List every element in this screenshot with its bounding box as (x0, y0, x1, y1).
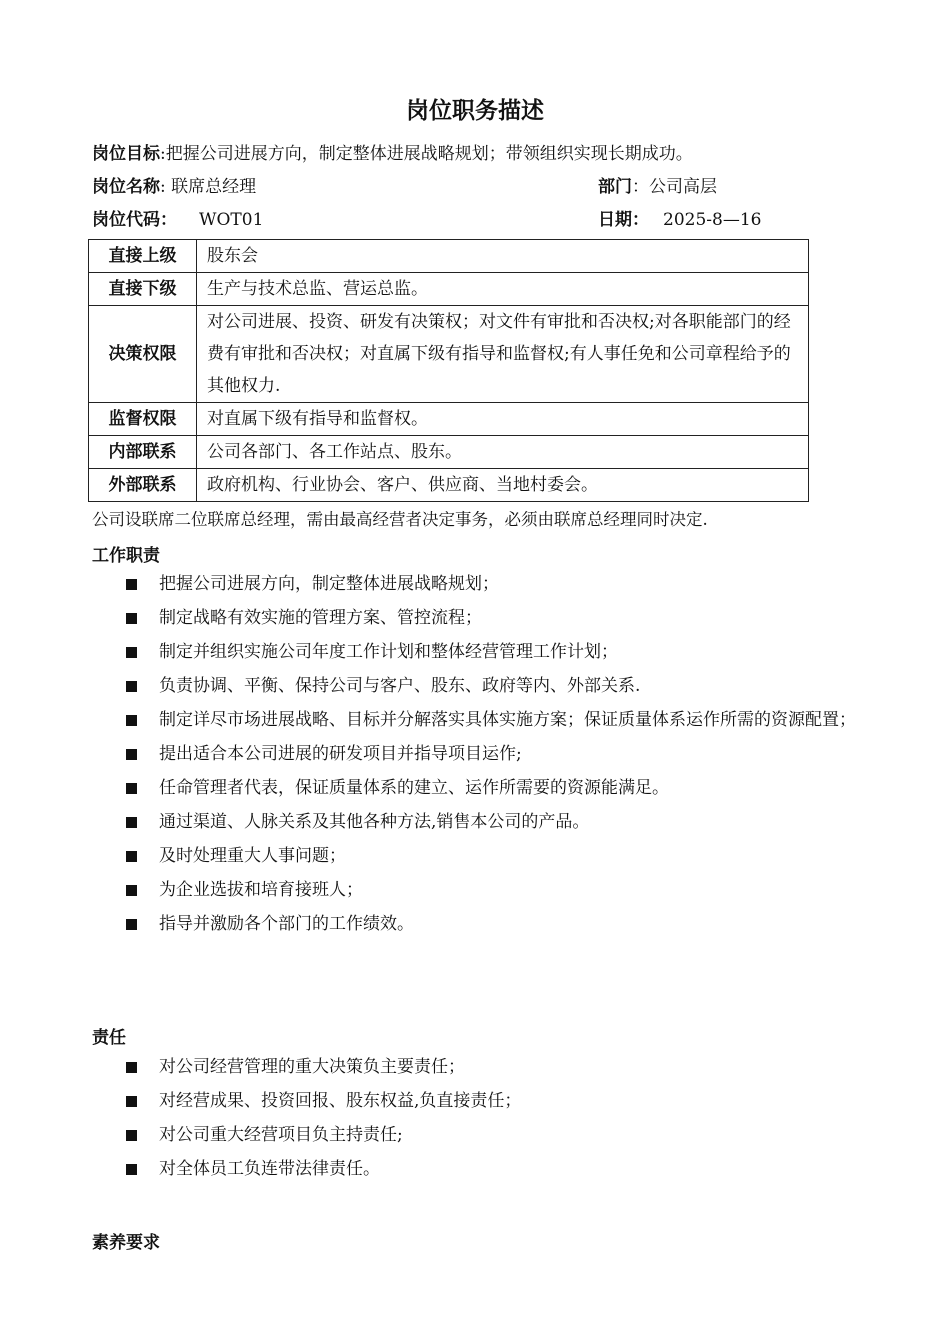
job-info-table (88, 239, 809, 502)
duty-item (0, 601, 950, 635)
table-row-value: 政府机构、行业协会、客户、供应商、当地村委会。 (197, 469, 809, 502)
table-row-value: 股东会 (197, 240, 809, 273)
duty-item-text: 把握公司进展方向，制定整体进展战略规划； (159, 574, 499, 594)
duties-list (0, 567, 950, 941)
square-bullet-icon (126, 1062, 137, 1073)
table-row (89, 306, 809, 403)
square-bullet-icon (126, 919, 137, 930)
duty-item-text: 负责协调、平衡、保持公司与客户、股东、政府等内、外部关系. (159, 676, 641, 696)
square-bullet-icon (126, 817, 137, 828)
duty-item (0, 669, 950, 703)
table-row-key: 决策权限 (89, 306, 197, 403)
document-title: 岗位职务描述 (406, 98, 544, 124)
table-row-key: 直接下级 (89, 273, 197, 306)
department-line (598, 175, 717, 199)
table-row-key: 直接上级 (89, 240, 197, 273)
responsibility-item (0, 1050, 950, 1084)
date-value: 2025-8—16 (663, 210, 762, 230)
duty-item-text: 指导并激励各个部门的工作绩效。 (159, 914, 414, 934)
table-row-value: 生产与技术总监、营运总监。 (197, 273, 809, 306)
position-name-label: 岗位名称 (92, 177, 160, 197)
department-value: ：公司高层 (632, 177, 717, 197)
duty-item (0, 703, 950, 737)
table-row (89, 436, 809, 469)
duty-item (0, 805, 950, 839)
responsibility-item (0, 1152, 950, 1186)
table-row (89, 403, 809, 436)
square-bullet-icon (126, 1164, 137, 1175)
duty-item-text: 及时处理重大人事问题； (159, 846, 346, 866)
table-row-key: 内部联系 (89, 436, 197, 469)
responsibility-item (0, 1118, 950, 1152)
square-bullet-icon (126, 1096, 137, 1107)
duty-item-text: 任命管理者代表，保证质量体系的建立、运作所需要的资源能满足。 (159, 778, 669, 798)
table-row-value: 公司各部门、各工作站点、股东。 (197, 436, 809, 469)
date-label: 日期： (598, 210, 649, 230)
table-row (89, 469, 809, 502)
responsibility-item-text: 对全体员工负连带法律责任。 (159, 1159, 380, 1179)
responsibilities-list (0, 1050, 950, 1186)
duty-item (0, 737, 950, 771)
square-bullet-icon (126, 783, 137, 794)
square-bullet-icon (126, 851, 137, 862)
responsibility-item (0, 1084, 950, 1118)
duty-item (0, 635, 950, 669)
responsibility-heading: 责任 (92, 1028, 126, 1048)
position-name-value: : 联席总经理 (160, 177, 257, 197)
square-bullet-icon (126, 579, 137, 590)
date-line (598, 208, 761, 232)
duty-item-text: 制定详尽市场进展战略、目标并分解落实具体实施方案；保证质量体系运作所需的资源配置； (159, 710, 856, 730)
square-bullet-icon (126, 1130, 137, 1141)
position-name-line (92, 175, 256, 199)
duty-item (0, 873, 950, 907)
table-row-key: 监督权限 (89, 403, 197, 436)
square-bullet-icon (126, 681, 137, 692)
co-manager-note: 公司设联席二位联席总经理，需由最高经营者决定事务，必须由联席总经理同时决定. (92, 510, 708, 529)
duty-item (0, 567, 950, 601)
duty-item-text: 制定战略有效实施的管理方案、管控流程； (159, 608, 482, 628)
goal-line (92, 142, 693, 166)
responsibility-item-text: 对经营成果、投资回报、股东权益,负直接责任； (159, 1091, 522, 1111)
table-row (89, 273, 809, 306)
square-bullet-icon (126, 749, 137, 760)
qualification-heading: 素养要求 (92, 1233, 160, 1253)
goal-text: :把握公司进展方向，制定整体进展战略规划；带领组织实现长期成功。 (160, 144, 693, 164)
duty-item-text: 制定并组织实施公司年度工作计划和整体经营管理工作计划； (159, 642, 618, 662)
table-row-key: 外部联系 (89, 469, 197, 502)
position-code-label: 岗位代码： (92, 210, 177, 230)
department-label: 部门 (598, 177, 632, 197)
responsibility-item-text: 对公司经营管理的重大决策负主要责任； (159, 1057, 465, 1077)
responsibility-item-text: 对公司重大经营项目负主持责任; (159, 1125, 403, 1145)
square-bullet-icon (126, 715, 137, 726)
table-row (89, 240, 809, 273)
square-bullet-icon (126, 647, 137, 658)
table-row-value: 对直属下级有指导和监督权。 (197, 403, 809, 436)
duty-item (0, 907, 950, 941)
square-bullet-icon (126, 613, 137, 624)
square-bullet-icon (126, 885, 137, 896)
duty-item (0, 771, 950, 805)
table-row-value: 对公司进展、投资、研发有决策权；对文件有审批和否决权;对各职能部门的经费有审批和否决权；对直属下级有指导和监督权;有人事任免和公司章程给予的其他权力. (197, 306, 809, 403)
duty-item-text: 为企业选拔和培育接班人； (159, 880, 363, 900)
duty-item-text: 通过渠道、人脉关系及其他各种方法,销售本公司的产品。 (159, 812, 590, 832)
position-code-line (92, 208, 263, 232)
duty-item (0, 839, 950, 873)
position-code-value: WOT01 (199, 210, 264, 230)
duty-item-text: 提出适合本公司进展的研发项目并指导项目运作; (159, 744, 522, 764)
goal-label: 岗位目标 (92, 144, 160, 164)
duties-heading: 工作职责 (92, 546, 160, 566)
